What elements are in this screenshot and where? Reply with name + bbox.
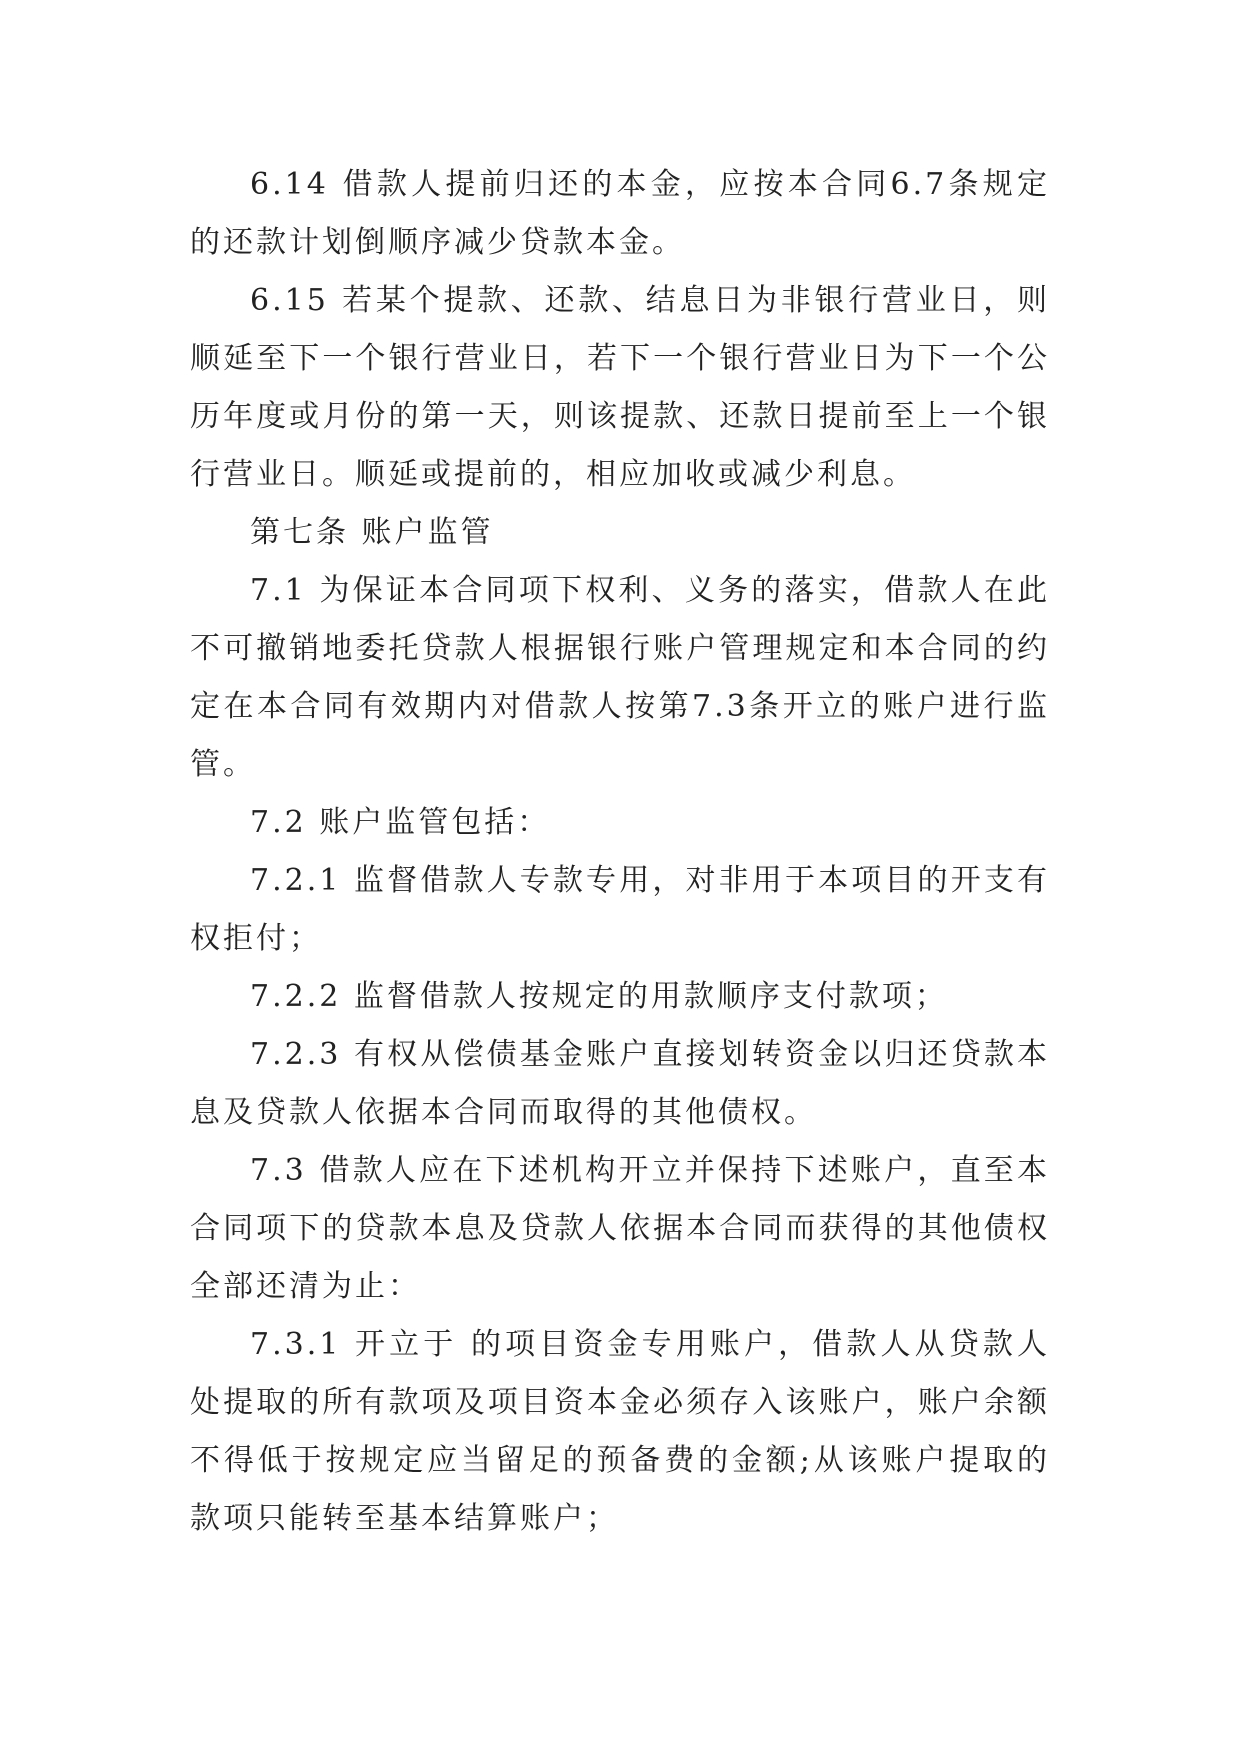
clause-7-2: 7.2 账户监管包括： <box>250 805 551 840</box>
clause-6-15: 6.15 若某个提款、还款、结息日为非银行营业日，则顺延至下一个银行营业日，若下一个银行营业日为下一个公历年度或月份的第一天，则该提款、还款日提前至上一个银行营业日。顺延或提前的，相应加收或减少利息。 <box>190 283 1050 492</box>
article-7-heading: 第七条 账户监管 <box>250 515 494 550</box>
clause-7-3: 7.3 借款人应在下述机构开立并保持下述账户，直至本合同项下的贷款本息及贷款人依据本合同而获得的其他债权全部还清为止： <box>190 1153 1050 1304</box>
clause-7-3-1: 7.3.1 开立于 的项目资金专用账户，借款人从贷款人处提取的所有款项及项目资本金必须存入该账户，账户余额不得低于按规定应当留足的预备费的金额;从该账户提取的款项只能转至基本结算账户； <box>190 1327 1050 1536</box>
clause-7-2-3: 7.2.3 有权从偿债基金账户直接划转资金以归还贷款本息及贷款人依据本合同而取得的其他债权。 <box>190 1037 1050 1130</box>
clause-7-1: 7.1 为保证本合同项下权利、义务的落实，借款人在此不可撤销地委托贷款人根据银行账户管理规定和本合同的约定在本合同有效期内对借款人按第7.3条开立的账户进行监管。 <box>190 573 1050 782</box>
clause-6-14: 6.14 借款人提前归还的本金，应按本合同6.7条规定的还款计划倒顺序减少贷款本金。 <box>190 167 1050 260</box>
clause-7-2-1: 7.2.1 监督借款人专款专用，对非用于本项目的开支有权拒付； <box>190 863 1050 956</box>
contract-body <box>190 156 1050 1548</box>
clause-7-2-2: 7.2.2 监督借款人按规定的用款顺序支付款项； <box>250 979 948 1014</box>
